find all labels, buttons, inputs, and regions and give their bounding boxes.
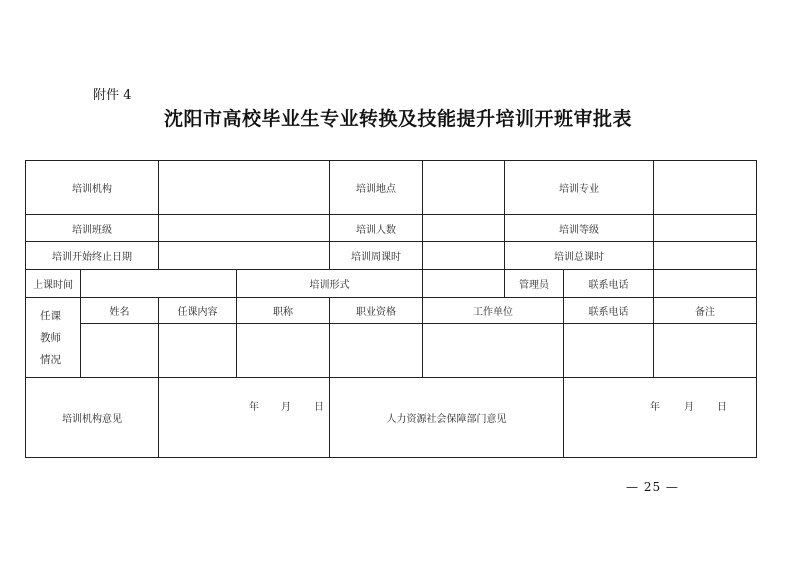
weekly-hours-value[interactable] <box>423 242 505 270</box>
row-teacher-entry <box>26 324 757 378</box>
date-year: 年 <box>249 402 259 413</box>
teacher-col-qualification: 职业资格 <box>330 298 423 324</box>
institution-label: 培训机构 <box>26 161 159 215</box>
teacher-qualification-value[interactable] <box>330 324 423 378</box>
class-value[interactable] <box>159 215 330 242</box>
weekly-hours-label: 培训周课时 <box>330 242 423 270</box>
teacher-notes-value[interactable] <box>654 324 757 378</box>
date-year: 年 <box>650 402 660 413</box>
teacher-title-value[interactable] <box>237 324 330 378</box>
teacher-employer-value[interactable] <box>423 324 564 378</box>
class-label: 培训班级 <box>26 215 159 242</box>
teacher-section-line-3: 情况 <box>40 353 61 366</box>
page-number: — 25 — <box>626 480 679 494</box>
format-value[interactable] <box>423 270 505 298</box>
headcount-value[interactable] <box>423 215 505 242</box>
teacher-col-title: 职称 <box>237 298 330 324</box>
major-value[interactable] <box>654 161 757 215</box>
location-value[interactable] <box>423 161 505 215</box>
teacher-col-employer: 工作单位 <box>423 298 564 324</box>
date-month: 月 <box>281 402 291 413</box>
row-institution <box>26 161 757 215</box>
teacher-name-value[interactable] <box>81 324 159 378</box>
date-month: 月 <box>684 402 694 413</box>
manager-label: 管理员 <box>505 270 564 298</box>
approval-form-table <box>25 160 757 458</box>
institution-opinion-label: 培训机构意见 <box>26 378 159 458</box>
row-teacher-header <box>26 298 757 324</box>
location-label: 培训地点 <box>330 161 423 215</box>
dates-label: 培训开始终止日期 <box>26 242 159 270</box>
page-title: 沈阳市高校毕业生专业转换及技能提升培训开班审批表 <box>163 108 632 130</box>
teacher-section-label <box>26 298 81 378</box>
institution-value[interactable] <box>159 161 330 215</box>
total-hours-label: 培训总课时 <box>505 242 654 270</box>
dates-value[interactable] <box>159 242 330 270</box>
headcount-label: 培训人数 <box>330 215 423 242</box>
date-day: 日 <box>314 402 324 413</box>
date-day: 日 <box>717 402 727 413</box>
class-time-value[interactable] <box>81 270 237 298</box>
row-class <box>26 215 757 242</box>
institution-opinion-value[interactable] <box>159 378 330 458</box>
teacher-section-line-1: 任课 <box>40 309 61 322</box>
row-class-time <box>26 270 757 298</box>
hr-opinion-value[interactable] <box>564 378 757 458</box>
level-value[interactable] <box>654 215 757 242</box>
teacher-course-value[interactable] <box>159 324 237 378</box>
hr-opinion-label: 人力资源社会保障部门意见 <box>330 378 564 458</box>
teacher-col-notes: 备注 <box>654 298 757 324</box>
major-label: 培训专业 <box>505 161 654 215</box>
format-label: 培训形式 <box>237 270 423 298</box>
total-hours-value[interactable] <box>654 242 757 270</box>
attachment-label: 附件 4 <box>93 88 132 103</box>
teacher-phone-value[interactable] <box>564 324 654 378</box>
row-opinions <box>26 378 757 458</box>
teacher-col-name: 姓名 <box>81 298 159 324</box>
phone-label: 联系电话 <box>564 270 654 298</box>
class-time-label: 上课时间 <box>26 270 81 298</box>
teacher-col-phone: 联系电话 <box>564 298 654 324</box>
teacher-section-line-2: 教师 <box>40 331 61 344</box>
level-label: 培训等级 <box>505 215 654 242</box>
phone-value[interactable] <box>654 270 757 298</box>
teacher-col-course: 任课内容 <box>159 298 237 324</box>
row-dates <box>26 242 757 270</box>
